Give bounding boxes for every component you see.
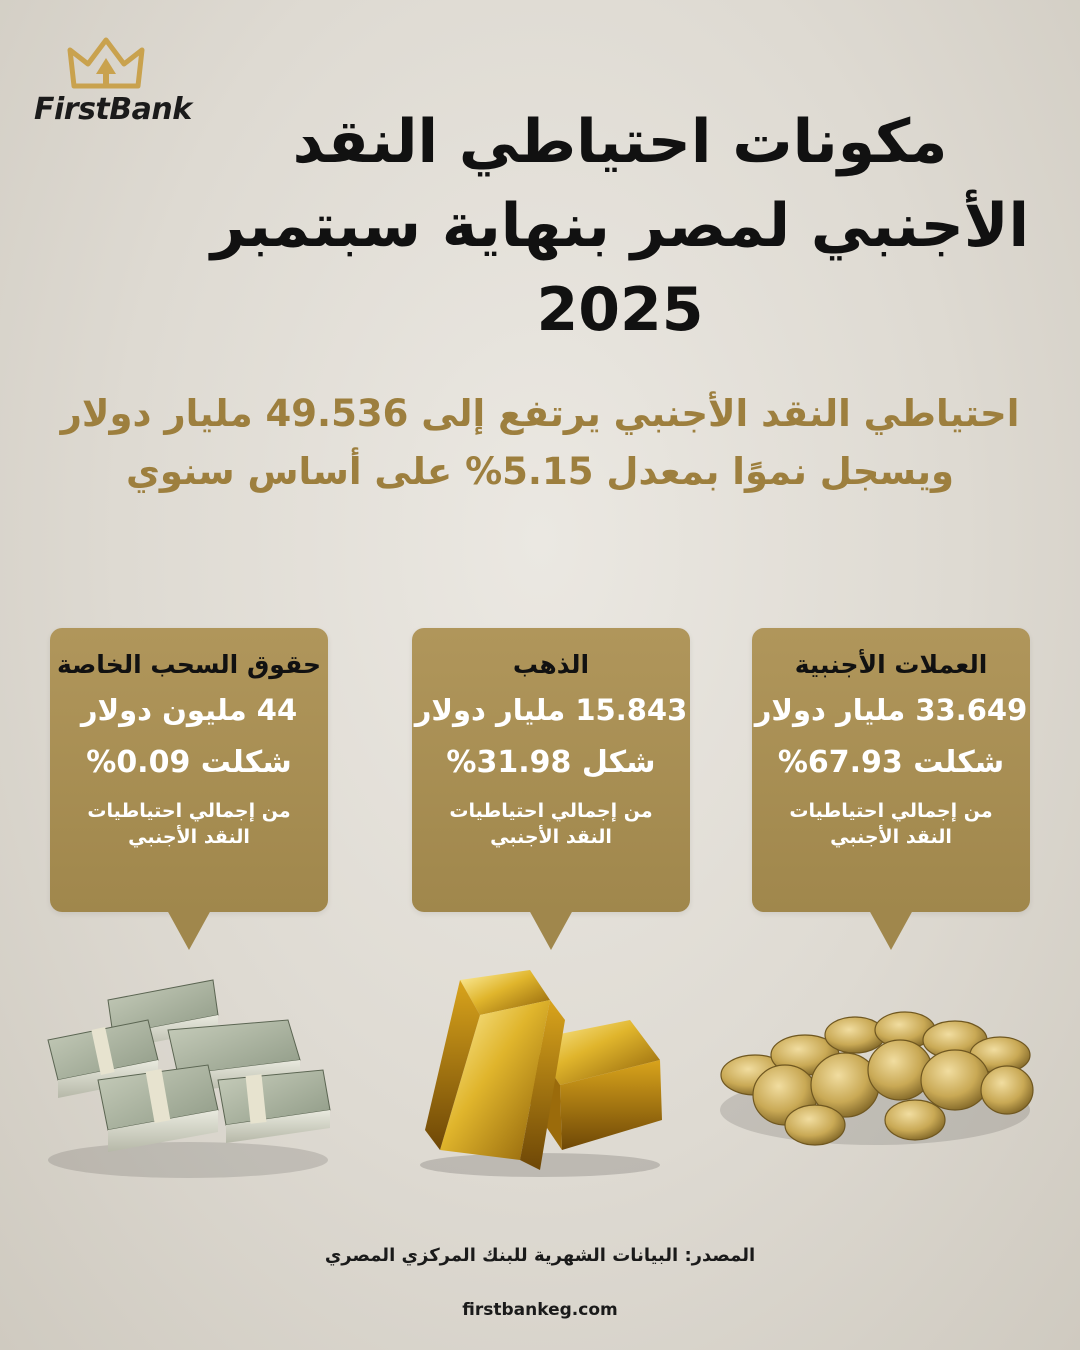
card-title: الذهب bbox=[512, 650, 590, 679]
card-special-drawing-rights bbox=[50, 628, 328, 912]
headline-summary bbox=[60, 385, 1020, 501]
card-gold bbox=[412, 628, 690, 912]
source-note: المصدر: البيانات الشهرية للبنك المركزي المصري bbox=[324, 1245, 756, 1266]
card-share: شكلت 0.09% bbox=[86, 745, 292, 780]
card-value: 44 مليون دولار bbox=[80, 693, 298, 727]
card-foreign-currencies bbox=[752, 628, 1030, 912]
card-title: العملات الأجنبية bbox=[794, 650, 988, 679]
card-value: 15.843 مليار دولار bbox=[414, 693, 688, 727]
card-note: من إجمالي احتياطيات النقد الأجنبي bbox=[449, 800, 653, 848]
card-share: شكلت 67.93% bbox=[777, 745, 1005, 780]
card-value: 33.649 مليار دولار bbox=[754, 693, 1028, 727]
crown-icon bbox=[66, 36, 146, 92]
title-line-3: 2025 bbox=[536, 275, 704, 345]
subtitle-line-2: ويسجل نموًا بمعدل 5.15% على أساس سنوي bbox=[126, 450, 954, 493]
title-line-1: مكونات احتياطي النقد bbox=[292, 107, 948, 177]
subtitle-line-1: احتياطي النقد الأجنبي يرتفع إلى 49.536 مليار دولار bbox=[60, 392, 1020, 435]
firstbank-logo bbox=[30, 36, 190, 136]
brand-name: FirstBank bbox=[34, 92, 192, 127]
card-title: حقوق السحب الخاصة bbox=[56, 650, 321, 679]
dollar-bundles-icon bbox=[38, 960, 338, 1180]
card-share: شكل 31.98% bbox=[446, 745, 656, 780]
page-title bbox=[200, 100, 1040, 352]
title-line-2: الأجنبي لمصر بنهاية سبتمبر bbox=[210, 191, 1030, 261]
card-note: من إجمالي احتياطيات النقد الأجنبي bbox=[87, 800, 291, 848]
gold-coins-icon bbox=[715, 960, 1035, 1180]
card-note: من إجمالي احتياطيات النقد الأجنبي bbox=[789, 800, 993, 848]
website-link[interactable]: firstbankeg.com bbox=[462, 1300, 618, 1320]
gold-bars-icon bbox=[400, 960, 680, 1180]
